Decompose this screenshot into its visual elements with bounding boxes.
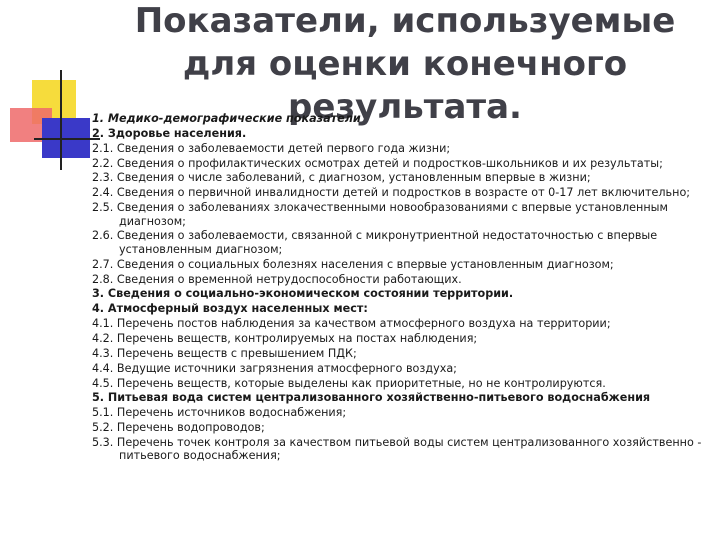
decor-horizontal-line: [34, 138, 100, 140]
list-item: 4.1. Перечень постов наблюдения за качеством атмосферного воздуха на территории;: [92, 317, 611, 331]
list-item: 4.2. Перечень веществ, контролируемых на постах наблюдения;: [92, 331, 478, 345]
list-item: 2.8. Сведения о временной нетрудоспособности работающих.: [92, 272, 462, 286]
list-item: 2.3. Сведения о числе заболеваний, с диагнозом, установленным впервые в жизни;: [92, 171, 591, 185]
indicator-list: [92, 112, 714, 463]
list-item: 5.2. Перечень водопроводов;: [92, 421, 265, 435]
list-item: 4. Атмосферный воздух населенных мест:: [92, 302, 368, 316]
slide-title: Показатели, используемые для оценки конечного результата.: [134, 1, 676, 127]
list-item: 2. Здоровье населения.: [92, 126, 247, 140]
list-item: 2.5. Сведения о заболеваниях злокачественными новообразованиями с впервые установленным диагнозом;: [92, 201, 668, 228]
list-item: 5.1. Перечень источников водоснабжения;: [92, 406, 347, 420]
list-item: 4.5. Перечень веществ, которые выделены как приоритетные, но не контролируются.: [92, 376, 606, 390]
decor-vertical-line: [60, 70, 62, 170]
list-item: 3. Сведения о социально-экономическом состоянии территории.: [92, 287, 514, 301]
list-item: 2.7. Сведения о социальных болезнях населения с впервые установленным диагнозом;: [92, 257, 614, 271]
list-item: 2.2. Сведения о профилактических осмотрах детей и подростков-школьников и их результаты;: [92, 156, 663, 170]
list-item: 2.4. Сведения о первичной инвалидности детей и подростков в возрасте от 0-17 лет включительно;: [92, 186, 691, 200]
list-item: 5.3. Перечень точек контроля за качеством питьевой воды систем централизованного хозяйственно - питьевого водоснабжения;: [92, 435, 702, 463]
list-item: 2.6. Сведения о заболеваемости, связанной с микронутриентной недостаточностью с впервые установленным диагнозом;: [92, 229, 658, 256]
list-item: 4.4. Ведущие источники загрязнения атмосферного воздуха;: [92, 361, 457, 375]
list-item: 1. Медико-демографические показатели: [92, 112, 361, 125]
list-item: 4.3. Перечень веществ с превышением ПДК;: [92, 346, 357, 360]
list-item: 2.1. Сведения о заболеваемости детей первого года жизни;: [92, 141, 451, 155]
list-item: 5. Питьевая вода систем централизованного хозяйственно-питьевого водоснабжения: [92, 391, 651, 405]
